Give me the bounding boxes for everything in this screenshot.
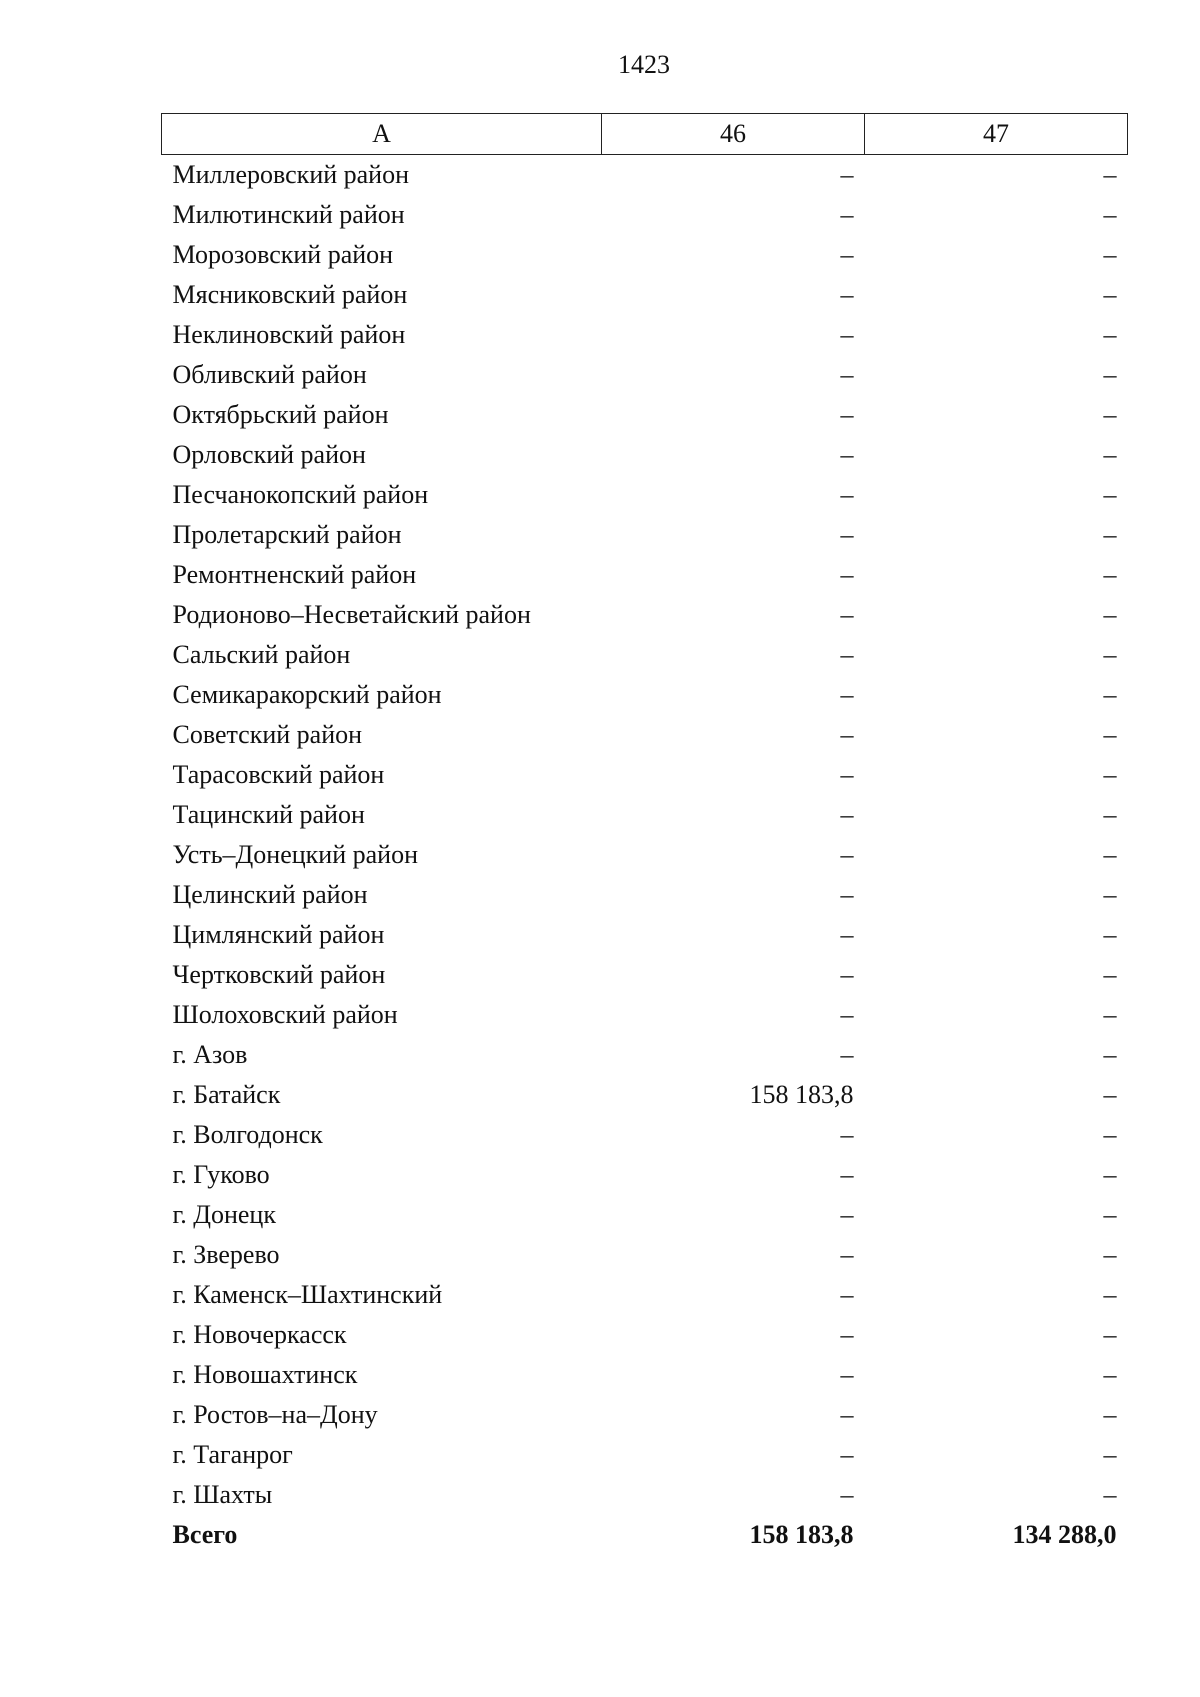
- row-value-47-cell: –: [1103, 1240, 1117, 1269]
- table-row: [162, 1315, 1128, 1355]
- row-value-47-cell: –: [1103, 320, 1117, 349]
- row-value-47-cell: –: [1103, 760, 1117, 789]
- row-value-47-cell: –: [1103, 920, 1117, 949]
- row-name-cell: г. Азов: [172, 1040, 248, 1069]
- row-name-cell: г. Таганрог: [172, 1440, 293, 1469]
- total-value-46-cell: 158 183,8: [749, 1520, 854, 1549]
- row-value-46-cell: –: [840, 320, 854, 349]
- row-name-cell: Шолоховский район: [172, 1000, 398, 1029]
- row-value-46-cell: –: [840, 160, 854, 189]
- row-value-46-cell: –: [840, 480, 854, 509]
- row-value-47-cell: –: [1103, 840, 1117, 869]
- page-number: 1423: [618, 50, 670, 79]
- table-row: [162, 1035, 1128, 1075]
- table-row: [162, 315, 1128, 355]
- row-name-cell: Ремонтненский район: [172, 560, 417, 589]
- row-value-47-cell: –: [1103, 440, 1117, 469]
- table-row: [162, 875, 1128, 915]
- row-name-cell: Орловский район: [172, 440, 366, 469]
- table-header: [162, 114, 1128, 155]
- total-row: [162, 1515, 1128, 1555]
- table-row: [162, 475, 1128, 515]
- row-value-47-cell: –: [1103, 1000, 1117, 1029]
- row-name-cell: Целинский район: [172, 880, 368, 909]
- row-value-47-cell: –: [1103, 200, 1117, 229]
- table-row: [162, 675, 1128, 715]
- row-value-46-cell: –: [840, 880, 854, 909]
- table-row: [162, 635, 1128, 675]
- row-value-47-cell: –: [1103, 1120, 1117, 1149]
- row-name-cell: г. Батайск: [172, 1080, 281, 1109]
- row-name-cell: Песчанокопский район: [172, 480, 429, 509]
- row-value-46-cell: –: [840, 1200, 854, 1229]
- row-value-47-cell: –: [1103, 800, 1117, 829]
- row-value-47-cell: –: [1103, 1320, 1117, 1349]
- row-name-cell: г. Шахты: [172, 1480, 273, 1509]
- total-value-47-cell: 134 288,0: [1012, 1520, 1117, 1549]
- row-value-46-cell: –: [840, 1000, 854, 1029]
- row-value-46-cell: –: [840, 1400, 854, 1429]
- row-value-46-cell: –: [840, 360, 854, 389]
- row-value-47-cell: –: [1103, 1080, 1117, 1109]
- row-name-cell: Пролетарский район: [172, 520, 402, 549]
- row-value-46-cell: –: [840, 1360, 854, 1389]
- row-value-46-cell: –: [840, 680, 854, 709]
- table-row: [162, 275, 1128, 315]
- row-value-47-cell: –: [1103, 160, 1117, 189]
- row-value-46-cell: –: [840, 440, 854, 469]
- row-value-46-cell: –: [840, 600, 854, 629]
- row-value-46-cell: –: [840, 1440, 854, 1469]
- row-name-cell: Чертковский район: [172, 960, 386, 989]
- row-name-cell: Морозовский район: [172, 240, 394, 269]
- table-row: [162, 795, 1128, 835]
- row-name-cell: Сальский район: [172, 640, 351, 669]
- row-value-46-cell: –: [840, 1160, 854, 1189]
- row-name-cell: Тарасовский район: [172, 760, 385, 789]
- row-value-46-cell: –: [840, 1280, 854, 1309]
- table-row: [162, 995, 1128, 1035]
- row-value-47-cell: –: [1103, 1200, 1117, 1229]
- row-value-47-cell: –: [1103, 240, 1117, 269]
- table-row: [162, 1075, 1128, 1115]
- row-value-47-cell: –: [1103, 680, 1117, 709]
- row-name-cell: Семикаракорский район: [172, 680, 442, 709]
- row-name-cell: г. Зверево: [172, 1240, 280, 1269]
- row-value-46-cell: –: [840, 560, 854, 589]
- row-value-47-cell: –: [1103, 600, 1117, 629]
- row-name-cell: Цимлянский район: [172, 920, 385, 949]
- table-row: [162, 915, 1128, 955]
- row-value-46-cell: –: [840, 1120, 854, 1149]
- table-row: [162, 755, 1128, 795]
- row-value-46-cell: –: [840, 840, 854, 869]
- table-row: [162, 1195, 1128, 1235]
- row-value-47-cell: –: [1103, 360, 1117, 389]
- table-row: [162, 155, 1128, 196]
- row-name-cell: Тацинский район: [172, 800, 365, 829]
- table-row: [162, 435, 1128, 475]
- table-row: [162, 515, 1128, 555]
- table-row: [162, 1395, 1128, 1435]
- row-name-cell: Милютинский район: [172, 200, 405, 229]
- table-row: [162, 1155, 1128, 1195]
- row-value-46-cell: –: [840, 200, 854, 229]
- row-name-cell: Усть–Донецкий район: [172, 840, 418, 869]
- row-value-47-cell: –: [1103, 1280, 1117, 1309]
- table-row: [162, 595, 1128, 635]
- table-row: [162, 1475, 1128, 1515]
- row-name-cell: г. Новочеркасск: [172, 1320, 347, 1349]
- row-name-cell: Неклиновский район: [172, 320, 406, 349]
- row-value-46-cell: –: [840, 280, 854, 309]
- row-value-46-cell: –: [840, 1480, 854, 1509]
- row-name-cell: г. Каменск–Шахтинский: [172, 1280, 443, 1309]
- table-row: [162, 1235, 1128, 1275]
- row-value-47-cell: –: [1103, 280, 1117, 309]
- row-value-46-cell: –: [840, 640, 854, 669]
- row-value-46-cell: –: [840, 800, 854, 829]
- data-table: [161, 113, 1128, 1555]
- table-row: [162, 355, 1128, 395]
- column-header-47: 47: [865, 114, 1128, 155]
- row-value-46-cell: –: [840, 400, 854, 429]
- table-row: [162, 555, 1128, 595]
- row-name-cell: г. Ростов–на–Дону: [172, 1400, 378, 1429]
- row-name-cell: г. Гуково: [172, 1160, 270, 1189]
- table-row: [162, 835, 1128, 875]
- table-row: [162, 955, 1128, 995]
- row-value-47-cell: –: [1103, 640, 1117, 669]
- row-value-47-cell: –: [1103, 1440, 1117, 1469]
- table-row: [162, 235, 1128, 275]
- table-row: [162, 195, 1128, 235]
- row-name-cell: Обливский район: [172, 360, 367, 389]
- row-name-cell: Мясниковский район: [172, 280, 408, 309]
- table-row: [162, 1115, 1128, 1155]
- row-value-47-cell: –: [1103, 520, 1117, 549]
- row-value-47-cell: –: [1103, 960, 1117, 989]
- row-value-47-cell: –: [1103, 1400, 1117, 1429]
- row-value-47-cell: –: [1103, 560, 1117, 589]
- row-name-cell: г. Донецк: [172, 1200, 276, 1229]
- row-value-46-cell: –: [840, 1240, 854, 1269]
- row-value-46-cell: –: [840, 760, 854, 789]
- row-name-cell: Советский район: [172, 720, 363, 749]
- table-row: [162, 1275, 1128, 1315]
- row-value-47-cell: –: [1103, 1360, 1117, 1389]
- row-value-46-cell: –: [840, 920, 854, 949]
- row-value-46-cell: –: [840, 1320, 854, 1349]
- row-value-46-cell: –: [840, 240, 854, 269]
- row-value-46-cell: –: [840, 960, 854, 989]
- row-value-47-cell: –: [1103, 720, 1117, 749]
- column-header-46: 46: [602, 114, 865, 155]
- row-value-46-cell: –: [840, 520, 854, 549]
- column-header-a: А: [162, 114, 602, 155]
- row-name-cell: Октябрьский район: [172, 400, 389, 429]
- total-label-cell: Всего: [172, 1520, 238, 1549]
- row-name-cell: Родионово–Несветайский район: [172, 600, 531, 629]
- table-row: [162, 1435, 1128, 1475]
- data-table-container: [161, 113, 1127, 1555]
- row-value-47-cell: –: [1103, 1040, 1117, 1069]
- row-value-47-cell: –: [1103, 480, 1117, 509]
- row-value-46-cell: –: [840, 720, 854, 749]
- table-row: [162, 1355, 1128, 1395]
- row-value-46-cell: –: [840, 1040, 854, 1069]
- row-value-47-cell: –: [1103, 880, 1117, 909]
- row-value-47-cell: –: [1103, 400, 1117, 429]
- table-body: [162, 155, 1128, 1556]
- row-name-cell: г. Волгодонск: [172, 1120, 323, 1149]
- row-value-47-cell: –: [1103, 1160, 1117, 1189]
- row-value-47-cell: –: [1103, 1480, 1117, 1509]
- table-row: [162, 715, 1128, 755]
- row-value-46-cell: 158 183,8: [749, 1080, 854, 1109]
- row-name-cell: г. Новошахтинск: [172, 1360, 358, 1389]
- row-name-cell: Миллеровский район: [172, 160, 410, 189]
- table-row: [162, 395, 1128, 435]
